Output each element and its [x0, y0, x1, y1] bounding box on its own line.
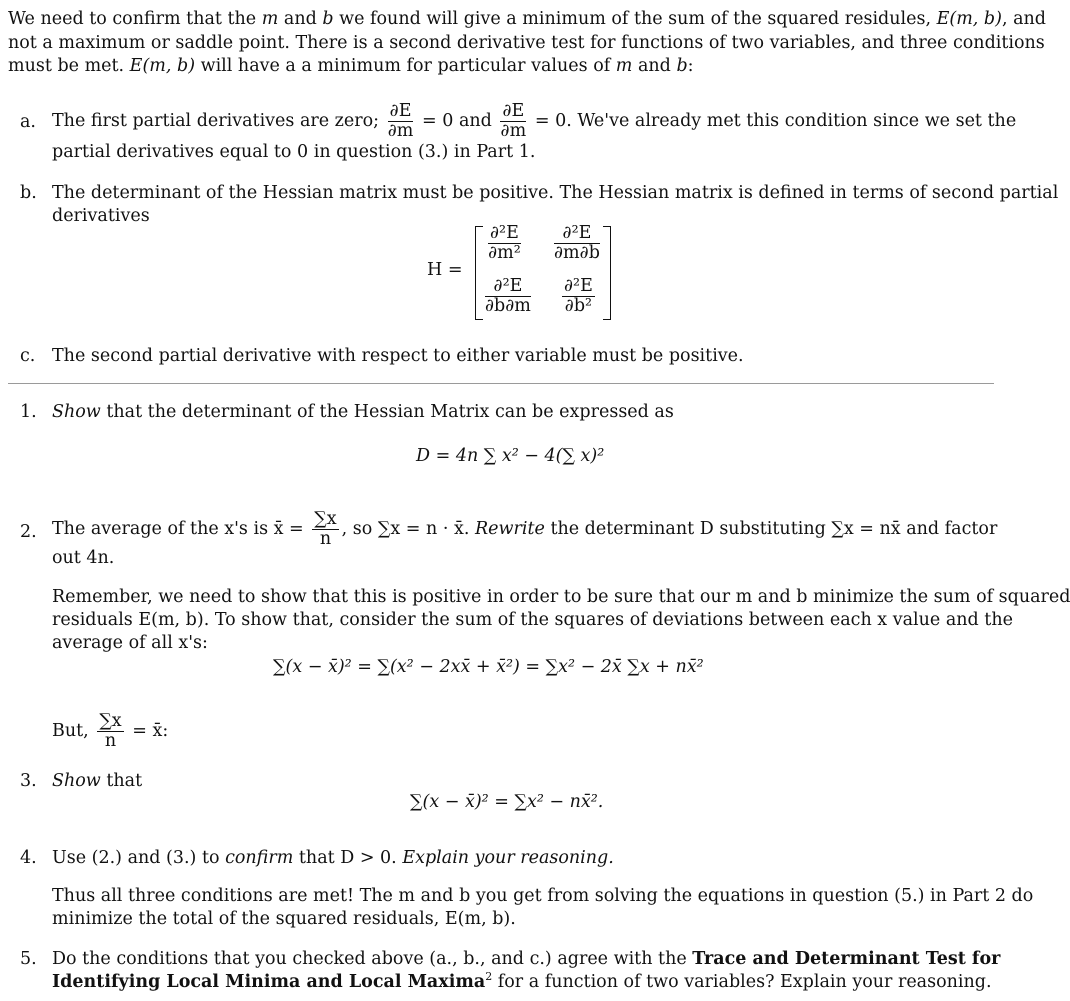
- frac-num: ∂²E: [490, 223, 519, 243]
- q4-marker: 4.: [20, 848, 37, 868]
- frac-den: ∂m: [500, 121, 527, 141]
- q2-but-text: But,: [52, 721, 89, 741]
- q3-formula: ∑(x − x̄)² = ∑x² − nx̄².: [410, 792, 604, 812]
- frac-den: ∂b²: [564, 296, 593, 316]
- q5-marker: 5.: [20, 949, 37, 969]
- q2-rewrite: Rewrite: [475, 519, 545, 539]
- condition-a-text: The first partial derivatives are zero;: [52, 111, 380, 131]
- mean-fraction: [97, 712, 123, 751]
- q2-line-1: [52, 506, 997, 552]
- q4-text: that D > 0.: [293, 848, 403, 868]
- hessian-label: H =: [427, 260, 463, 280]
- q2-text: , so ∑x = n · x̄.: [341, 519, 470, 539]
- hessian-fraction: [562, 277, 595, 316]
- condition-a-text: = 0 and: [422, 111, 492, 131]
- hessian-fraction: [485, 277, 531, 316]
- condition-c-text: The second partial derivative with respect to either variable must be positive.: [52, 346, 744, 366]
- condition-b-line-1: The determinant of the Hessian matrix must be positive. The Hessian matrix is defined in terms of second partial: [52, 183, 1059, 203]
- q1-body: that the determinant of the Hessian Matrix can be expressed as: [100, 402, 674, 422]
- q2-text: the determinant D substituting ∑x = nx̄ and factor: [544, 519, 998, 539]
- q4-text: Use (2.) and (3.) to: [52, 848, 226, 868]
- var-E: E(m, b): [936, 9, 1002, 29]
- q5-test-name: Trace and Determinant Test for: [692, 949, 1001, 969]
- frac-num: ∂²E: [485, 277, 531, 297]
- q2-marker: 2.: [20, 522, 37, 542]
- frac-num: ∑x: [99, 711, 122, 731]
- section-divider: [8, 383, 994, 384]
- var-m: m: [615, 56, 633, 76]
- intro-text: We need to confirm that the: [8, 9, 262, 29]
- hessian-entry-12: [551, 224, 603, 263]
- condition-b-marker: b.: [20, 183, 37, 203]
- q2-remember-2: residuals E(m, b). To show that, consider the sum of the squares of deviations between each x value and the: [52, 610, 1013, 630]
- condition-a-text: = 0. We've already met this condition since we set the: [534, 111, 1017, 131]
- frac-num: ∂²E: [564, 276, 593, 296]
- q4-thus-1: Thus all three conditions are met! The m and b you get from solving the equations in question (5.) in Part 2 do: [52, 886, 1034, 906]
- condition-a-line-1: [52, 98, 1016, 144]
- q2-but-text: = x̄:: [132, 721, 169, 741]
- condition-a-line-2: partial derivatives equal to 0 in question (3.) in Part 1.: [52, 142, 536, 162]
- hessian-entry-21: [482, 277, 534, 316]
- intro-line-3: [8, 55, 694, 77]
- q2-formula: ∑(x − x̄)² = ∑(x² − 2xx̄ + x̄²) = ∑x² − 2x̄ ∑x + nx̄²: [273, 657, 704, 677]
- q2-remember-1: Remember, we need to show that this is positive in order to be sure that our m and b minimize the sum of squared: [52, 587, 1070, 607]
- q2-but: [52, 708, 168, 754]
- intro-text: must be met.: [8, 56, 130, 76]
- intro-line-1: [8, 8, 1046, 30]
- q4-line-1: [52, 847, 614, 869]
- q5-line-2: [52, 971, 992, 993]
- q1-marker: 1.: [20, 402, 37, 422]
- frac-den: n: [104, 731, 117, 751]
- hessian-entry-11: [485, 224, 524, 263]
- q3-marker: 3.: [20, 771, 37, 791]
- q5-text: for a function of two variables? Explain your reasoning.: [492, 972, 992, 992]
- hessian-right-bracket: [603, 226, 611, 320]
- frac-den: ∂m: [387, 121, 414, 141]
- var-b: b: [322, 9, 334, 29]
- q2-remember-3: average of all x's:: [52, 633, 208, 653]
- q1-text: [52, 401, 674, 423]
- q3-text: [52, 770, 142, 792]
- mean-fraction: [312, 510, 338, 549]
- intro-text: , and: [1001, 9, 1046, 29]
- q5-text: Do the conditions that you checked above (a., b., and c.) agree with the: [52, 949, 687, 969]
- frac-den: n: [319, 529, 332, 549]
- frac-num: ∂E: [389, 101, 412, 121]
- q1-formula: D = 4n ∑ x² − 4(∑ x)²: [416, 446, 605, 466]
- q3-body: that: [100, 771, 143, 791]
- q5-line-1: [52, 948, 1000, 970]
- intro-text: and: [632, 56, 677, 76]
- footnote-marker: 2: [485, 970, 493, 983]
- var-m: m: [261, 9, 279, 29]
- condition-c-marker: c.: [20, 346, 36, 366]
- condition-b-line-2: derivatives: [52, 206, 150, 226]
- condition-a-marker: a.: [20, 112, 36, 132]
- var-b: b: [676, 56, 688, 76]
- q4-thus-2: minimize the total of the squared residuals, E(m, b).: [52, 909, 516, 929]
- frac-den: ∂m²: [488, 243, 521, 263]
- hessian-entry-22: [559, 277, 598, 316]
- q2-text: The average of the x's is x̄ =: [52, 519, 304, 539]
- q1-show: Show: [52, 402, 101, 422]
- hessian-fraction: [554, 224, 600, 263]
- frac-num: ∂²E: [554, 224, 600, 244]
- frac-num: ∑x: [314, 509, 337, 529]
- q5-test-name: Identifying Local Minima and Local Maxima: [52, 972, 486, 992]
- q3-show: Show: [52, 771, 101, 791]
- var-E: E(m, b): [129, 56, 196, 76]
- q2-line-2: out 4n.: [52, 548, 115, 568]
- intro-line-2: not a maximum or saddle point. There is a second derivative test for functions of two variables, and three conditions: [8, 33, 1045, 53]
- intro-text: we found will give a minimum of the sum of the squared residules,: [333, 9, 937, 29]
- frac-den: ∂m∂b: [554, 243, 600, 263]
- intro-text: and: [278, 9, 323, 29]
- q4-explain: Explain your reasoning.: [402, 848, 614, 868]
- partial-E-m-fraction: [500, 102, 526, 141]
- partial-E-m-fraction: [388, 102, 414, 141]
- hessian-fraction: [488, 224, 521, 263]
- intro-text: :: [687, 56, 694, 76]
- intro-text: will have a a minimum for particular values of: [195, 56, 616, 76]
- q4-confirm: confirm: [225, 848, 294, 868]
- frac-num: ∂E: [502, 101, 525, 121]
- frac-den: ∂b∂m: [485, 296, 531, 316]
